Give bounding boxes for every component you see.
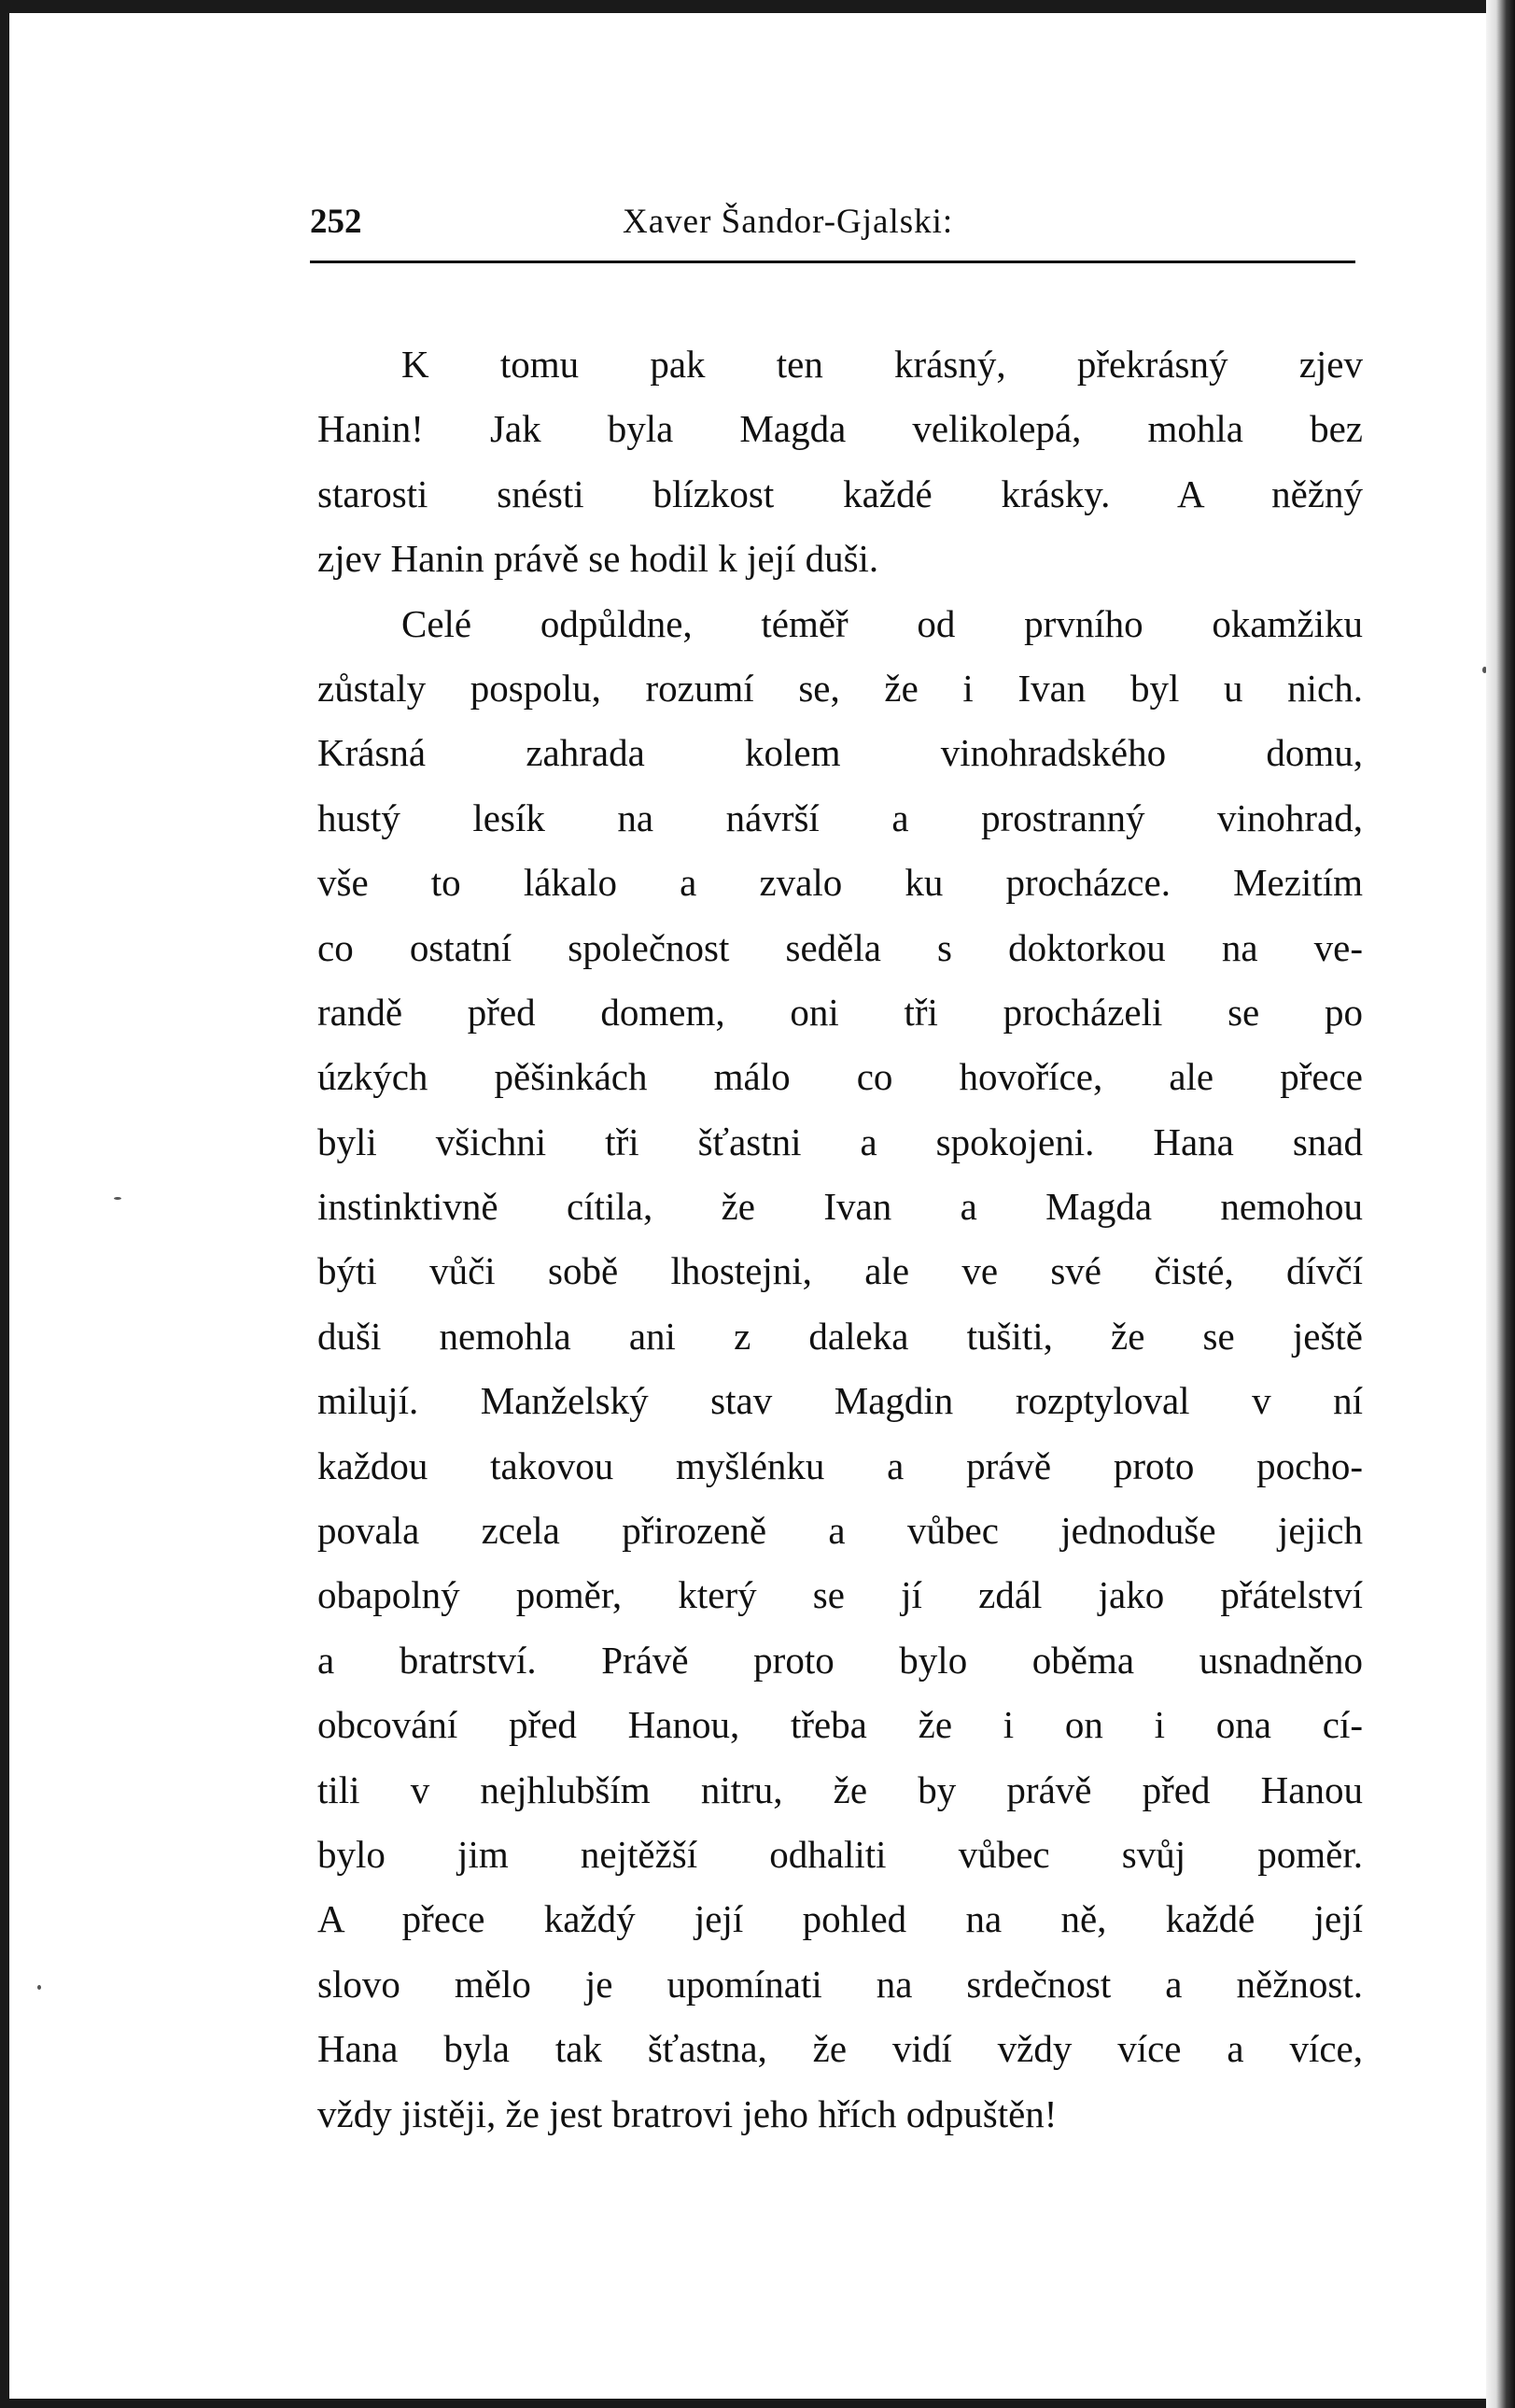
text-line: a bratrství. Právě proto bylo oběma usnadněno: [317, 1638, 1363, 1682]
text-line: každou takovou myšlénku a právě proto pocho-: [317, 1443, 1363, 1487]
text-line: povala zcela přirozeně a vůbec jednoduše jejich: [317, 1509, 1363, 1553]
text-line: duši nemohla ani z daleka tušiti, že se ještě: [317, 1314, 1363, 1358]
header-rule: [310, 261, 1355, 263]
text-line: Celé odpůldne, téměř od prvního okamžiku: [401, 601, 1363, 645]
text-line: vše to lákalo a zvalo ku procházce. Mezitím: [317, 861, 1363, 905]
text-line: tili v nejhlubším nitru, že by právě před Hanou: [317, 1767, 1363, 1811]
running-title: Xaver Šandor-Gjalski:: [623, 203, 954, 241]
text-line: A přece každý její pohled na ně, každé její: [317, 1897, 1363, 1941]
text-line: Hanin! Jak byla Magda velikolepá, mohla bez: [317, 407, 1363, 451]
text-line: starosti snésti blízkost každé krásky. A něžný: [317, 472, 1363, 515]
text-line: vždy jistěji, že jest bratrovi jeho hřích odpuštěn!: [317, 2091, 1058, 2135]
book-page: [9, 13, 1486, 2399]
page-number: 252: [310, 203, 362, 241]
text-line: Krásná zahrada kolem vinohradského domu,: [317, 731, 1363, 775]
text-line: úzkých pěšinkách málo co hovoříce, ale přece: [317, 1055, 1363, 1099]
text-line: býti vůči sobě lhostejni, ale ve své čisté, dívčí: [317, 1249, 1363, 1293]
text-line: instinktivně cítila, že Ivan a Magda nemohou: [317, 1185, 1363, 1229]
page-header: [310, 196, 1355, 252]
text-line: K tomu pak ten krásný, překrásný zjev: [401, 343, 1363, 386]
text-line: obcování před Hanou, třeba že i on i ona cí-: [317, 1703, 1363, 1747]
text-line: zůstaly pospolu, rozumí se, že i Ivan byl u nich.: [317, 666, 1363, 710]
text-line: milují. Manželský stav Magdin rozptyloval v ní: [317, 1379, 1363, 1423]
scan-speck: [114, 1197, 121, 1200]
text-line: co ostatní společnost seděla s doktorkou na ve-: [317, 925, 1363, 969]
text-line: hustý lesík na návrší a prostranný vinohrad,: [317, 796, 1363, 839]
text-line: randě před domem, oni tři procházeli se po: [317, 990, 1363, 1034]
text-line: bylo jim nejtěžší odhaliti vůbec svůj poměr.: [317, 1832, 1363, 1876]
text-line: slovo mělo je upomínati na srdečnost a něžnost.: [317, 1962, 1363, 2006]
text-line: zjev Hanin právě se hodil k její duši.: [317, 537, 879, 581]
text-line: byli všichni tři šťastni a spokojeni. Hana snad: [317, 1120, 1363, 1163]
body-text: [317, 332, 1363, 2147]
text-line: Hana byla tak šťastna, že vidí vždy více a více,: [317, 2027, 1363, 2071]
scan-speck: [37, 1985, 41, 1990]
text-line: obapolný poměr, který se jí zdál jako přátelství: [317, 1573, 1363, 1617]
page-edge-shadow: [1486, 0, 1515, 2408]
